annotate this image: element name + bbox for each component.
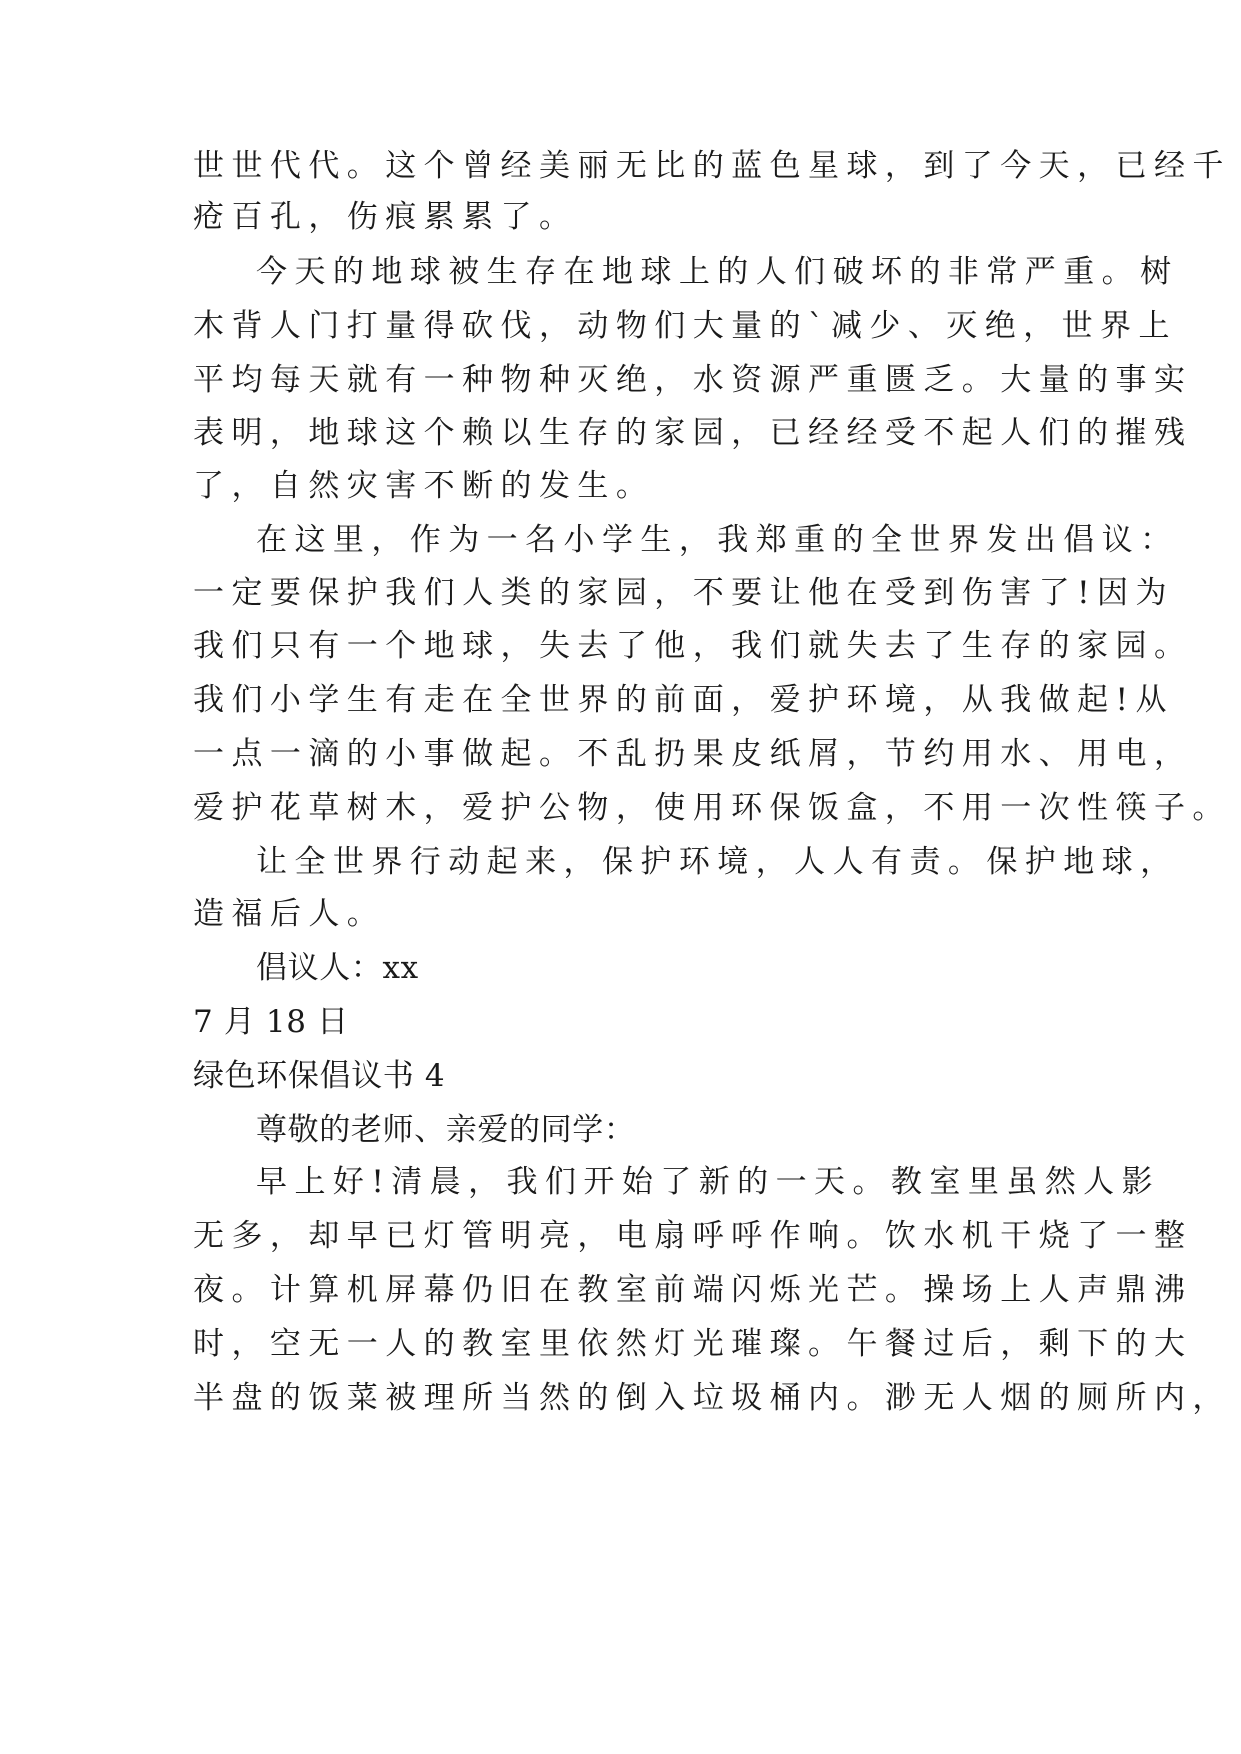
- text-line: 木背人门打量得砍伐，动物们大量的`减少、灭绝，世界上: [193, 308, 1177, 344]
- date-line: 7 月 18 日: [193, 1004, 349, 1040]
- text-line: 半盘的饭菜被理所当然的倒入垃圾桶内。渺无人烟的厕所内，: [193, 1380, 1231, 1416]
- paragraph-start-line: 在这里，作为一名小学生，我郑重的全世界发出倡议：: [256, 522, 1179, 558]
- text-line: 我们只有一个地球，失去了他，我们就失去了生存的家园。: [193, 628, 1193, 664]
- text-line: 了，自然灾害不断的发生。: [193, 468, 655, 504]
- signature-line: 倡议人：xx: [256, 950, 419, 986]
- text-line: 世世代代。这个曾经美丽无比的蓝色星球，到了今天，已经千: [193, 148, 1231, 184]
- text-line: 无多，却早已灯管明亮，电扇呼呼作响。饮水机干烧了一整: [193, 1218, 1193, 1254]
- text-line: 时，空无一人的教室里依然灯光璀璨。午餐过后，剩下的大: [193, 1326, 1193, 1362]
- paragraph-start-line: 今天的地球被生存在地球上的人们破坏的非常严重。树: [256, 254, 1179, 290]
- text-line: 爱护花草树木，爱护公物，使用环保饭盒，不用一次性筷子。: [193, 790, 1231, 826]
- text-line: 夜。计算机屏幕仍旧在教室前端闪烁光芒。操场上人声鼎沸: [193, 1272, 1193, 1308]
- text-line: 一定要保护我们人类的家园，不要让他在受到伤害了!因为: [193, 575, 1174, 611]
- section-title: 绿色环保倡议书 4: [193, 1058, 446, 1094]
- text-line: 一点一滴的小事做起。不乱扔果皮纸屑，节约用水、用电，: [193, 736, 1193, 772]
- paragraph-start-line: 让全世界行动起来，保护环境，人人有责。保护地球，: [256, 844, 1179, 880]
- salutation-line: 尊敬的老师、亲爱的同学：: [256, 1112, 636, 1148]
- text-line: 疮百孔，伤痕累累了。: [193, 199, 578, 235]
- paragraph-start-line: 早上好!清晨，我们开始了新的一天。教室里虽然人影: [256, 1164, 1161, 1200]
- text-line: 我们小学生有走在全世界的前面，爱护环境，从我做起!从: [193, 682, 1174, 718]
- text-line: 表明，地球这个赖以生存的家园，已经经受不起人们的摧残: [193, 415, 1193, 451]
- text-line: 造福后人。: [193, 896, 386, 932]
- text-line: 平均每天就有一种物种灭绝，水资源严重匮乏。大量的事实: [193, 362, 1193, 398]
